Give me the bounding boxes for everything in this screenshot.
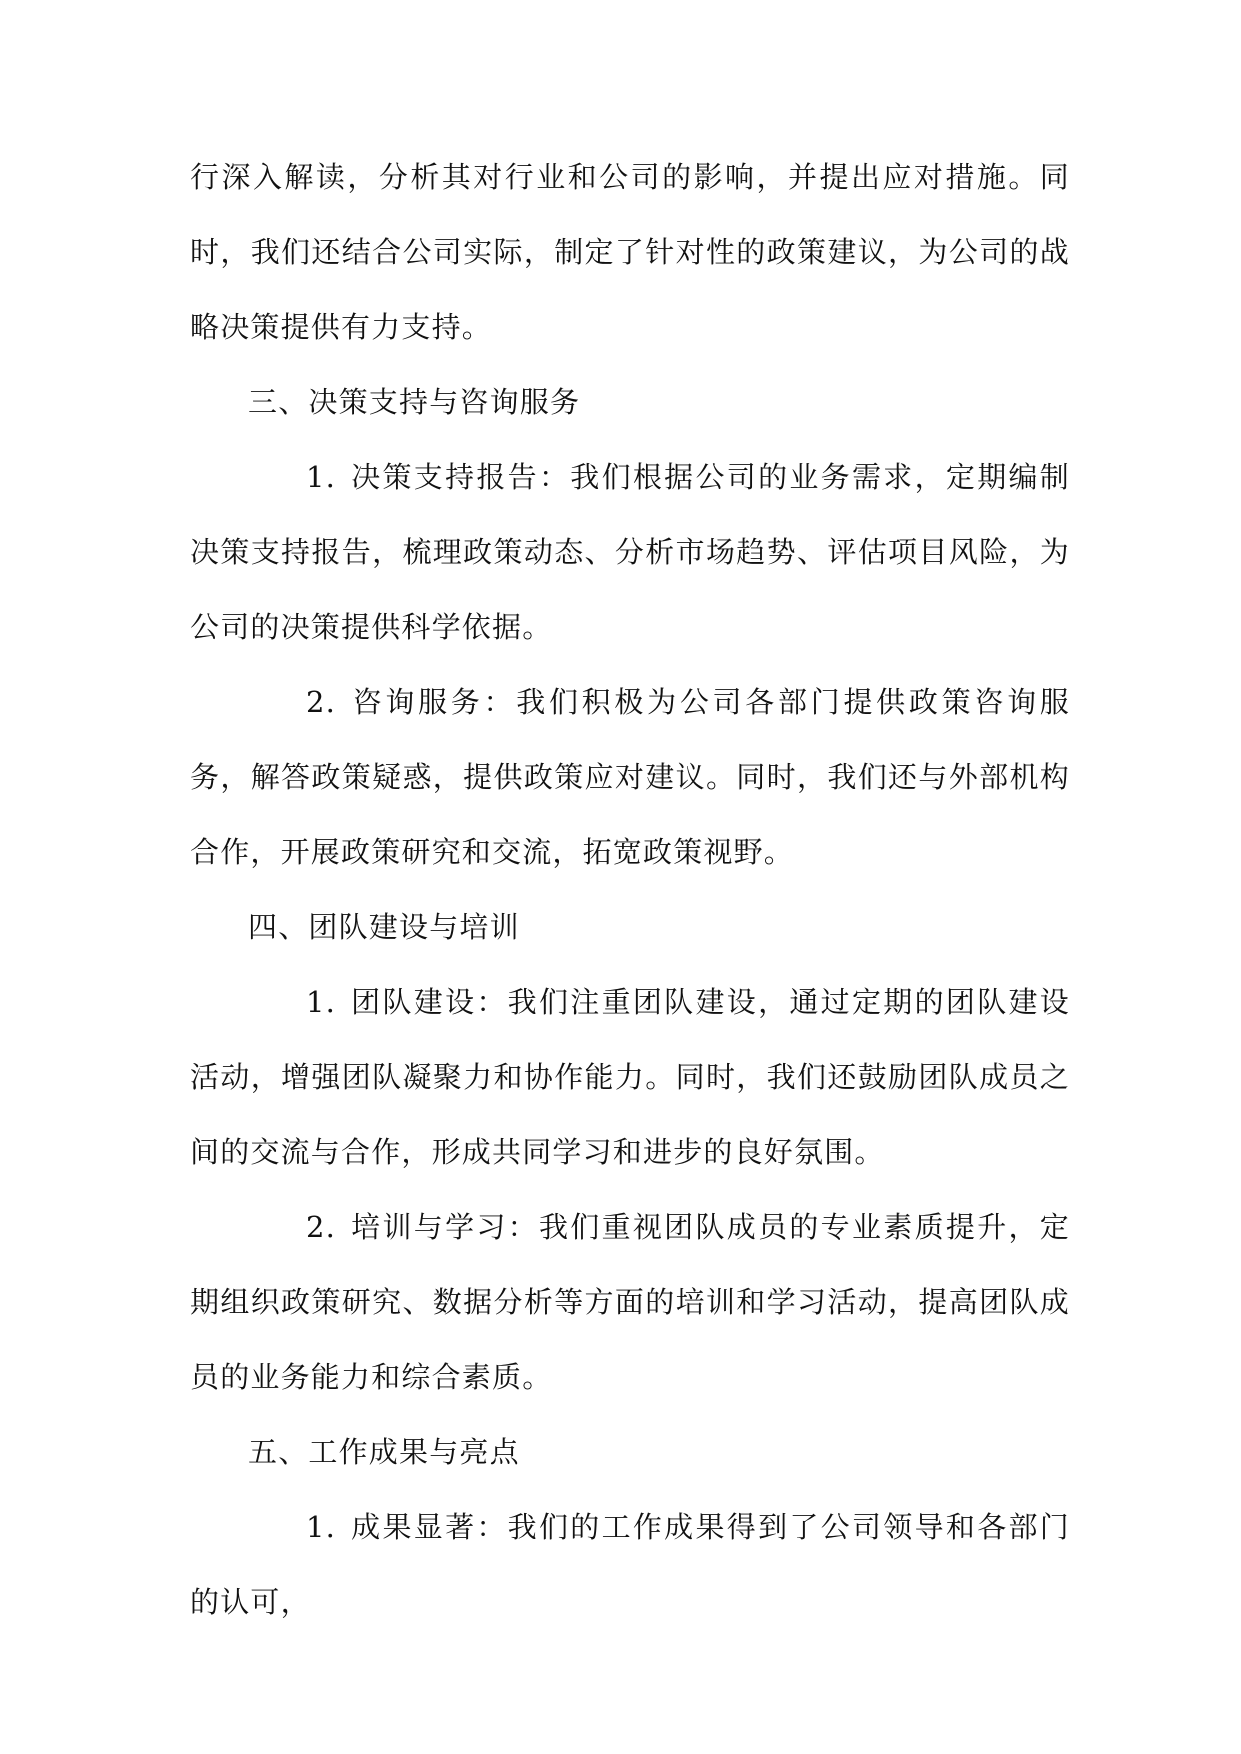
list-item-decision-report xyxy=(190,440,1070,665)
section-heading-4: 四、团队建设与培训 xyxy=(248,910,520,944)
list-number: 2. xyxy=(306,1210,337,1244)
list-item-text: 团队建设：我们注重团队建设，通过定期的团队建设活动，增强团队凝聚力和协作能力。同时，我们还鼓励团队成员之间的交流与合作，形成共同学习和进步的良好氛围。 xyxy=(190,985,1070,1169)
list-number: 1. xyxy=(306,460,337,494)
list-number: 1. xyxy=(306,985,337,1019)
list-item-text: 成果显著：我们的工作成果得到了公司领导和各部门的认可， xyxy=(190,1510,1070,1619)
list-item-team-building xyxy=(190,965,1070,1190)
section-heading-3: 三、决策支持与咨询服务 xyxy=(248,385,581,419)
list-item-text: 培训与学习：我们重视团队成员的专业素质提升，定期组织政策研究、数据分析等方面的培训和学习活动，提高团队成员的业务能力和综合素质。 xyxy=(190,1210,1070,1394)
list-item-training xyxy=(190,1190,1070,1415)
section-heading-5: 五、工作成果与亮点 xyxy=(248,1435,520,1469)
list-item-text: 决策支持报告：我们根据公司的业务需求，定期编制决策支持报告，梳理政策动态、分析市场趋势、评估项目风险，为公司的决策提供科学依据。 xyxy=(190,460,1070,644)
list-item-text: 咨询服务：我们积极为公司各部门提供政策咨询服务，解答政策疑惑，提供政策应对建议。同时，我们还与外部机构合作，开展政策研究和交流，拓宽政策视野。 xyxy=(190,685,1070,869)
list-item-consulting xyxy=(190,665,1070,890)
paragraph-continuation: 行深入解读，分析其对行业和公司的影响，并提出应对措施。同时，我们还结合公司实际，制定了针对性的政策建议，为公司的战略决策提供有力支持。 xyxy=(190,160,1070,344)
document-body xyxy=(190,140,1070,1640)
list-item-results xyxy=(190,1490,1070,1640)
list-number: 1. xyxy=(306,1510,337,1544)
list-number: 2. xyxy=(306,685,337,719)
